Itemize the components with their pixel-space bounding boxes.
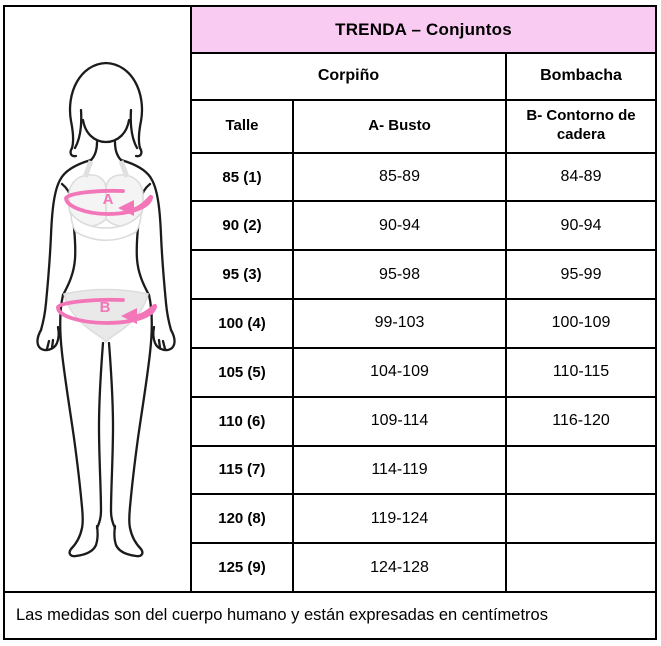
cadera-cell: 116-120: [506, 397, 655, 446]
talle-cell: 95 (3): [192, 250, 293, 299]
chart-title-bar: [192, 7, 655, 54]
talle-cell: 115 (7): [192, 446, 293, 495]
cadera-cell: 100-109: [506, 299, 655, 348]
busto-cell: 85-89: [293, 153, 506, 202]
size-row: [192, 348, 655, 397]
column-header-talle: Talle: [192, 100, 293, 153]
group-header-corpino: Corpiño: [192, 54, 506, 100]
chart-main-row: [5, 7, 655, 591]
cadera-cell: [506, 543, 655, 591]
busto-cell: 124-128: [293, 543, 506, 591]
talle-cell: 85 (1): [192, 153, 293, 202]
female-body-outline-illustration: [5, 7, 190, 591]
talle-cell: 120 (8): [192, 494, 293, 543]
size-row: [192, 201, 655, 250]
size-row: [192, 153, 655, 202]
cadera-cell: [506, 446, 655, 495]
cadera-cell: 95-99: [506, 250, 655, 299]
size-row: [192, 446, 655, 495]
busto-cell: 104-109: [293, 348, 506, 397]
busto-cell: 114-119: [293, 446, 506, 495]
talle-cell: 105 (5): [192, 348, 293, 397]
talle-cell: 125 (9): [192, 543, 293, 591]
column-header-row: [192, 100, 655, 153]
busto-cell: 119-124: [293, 494, 506, 543]
busto-cell: 109-114: [293, 397, 506, 446]
talle-cell: 90 (2): [192, 201, 293, 250]
size-chart-frame: [3, 5, 657, 640]
size-table-area: [192, 7, 655, 591]
busto-cell: 99-103: [293, 299, 506, 348]
cadera-cell: [506, 494, 655, 543]
footnote-text: Las medidas son del cuerpo humano y están expresadas en centímetros: [16, 606, 548, 624]
size-row: [192, 397, 655, 446]
talle-cell: 100 (4): [192, 299, 293, 348]
cadera-cell: 110-115: [506, 348, 655, 397]
garment-group-row: [192, 54, 655, 100]
size-row: [192, 543, 655, 591]
size-row: [192, 494, 655, 543]
cadera-cell: 84-89: [506, 153, 655, 202]
bust-label: A: [102, 191, 114, 208]
hip-label: B: [99, 299, 111, 316]
column-header-cadera: B- Contorno de cadera: [506, 100, 655, 153]
body-diagram-cell: [5, 7, 192, 591]
size-row: [192, 299, 655, 348]
size-row: [192, 250, 655, 299]
talle-cell: 110 (6): [192, 397, 293, 446]
footnote-row: [5, 591, 655, 638]
group-header-bombacha: Bombacha: [506, 54, 655, 100]
cadera-cell: 90-94: [506, 201, 655, 250]
size-table: [192, 54, 655, 591]
busto-cell: 90-94: [293, 201, 506, 250]
column-header-busto: A- Busto: [293, 100, 506, 153]
chart-title: TRENDA – Conjuntos: [335, 19, 512, 39]
busto-cell: 95-98: [293, 250, 506, 299]
